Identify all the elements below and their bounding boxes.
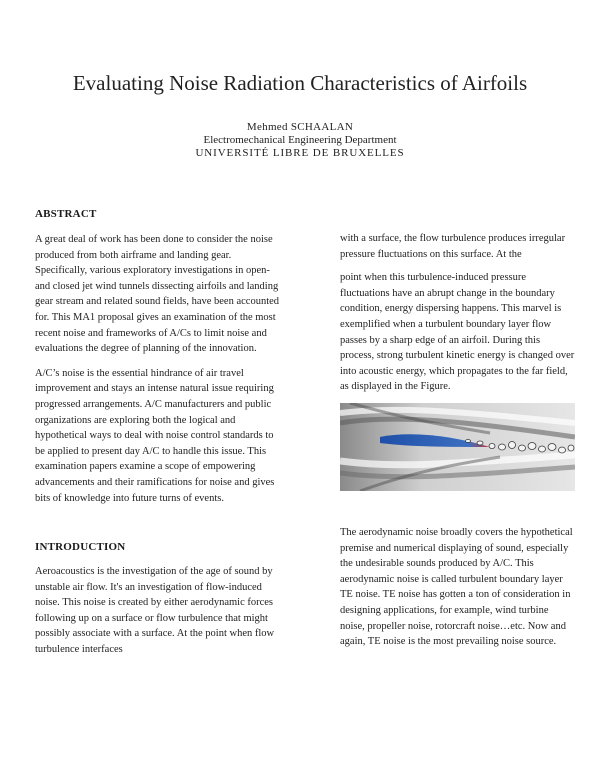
author-university: UNIVERSITÉ LIBRE DE BRUXELLES <box>195 147 405 159</box>
introduction-paragraph-1: Aeroacoustics is the investigation of the age of sound by unstable air flow. It's an investigation of flow-induced noise. This noise is created by either aerodynamic forces following up on a surface or flow turbulence that might possibly associate with a surface. At the point when flow turbulence interfaces <box>35 566 275 656</box>
right-paragraph-1: point when this turbulence-induced pressure fluctuations have an abrupt change in the boundary condition, energy dispersing happens. This marvel is exemplified when a turbulent boundary layer flow passes by a sharp edge of an airfoil. During this process, strong turbulent kinetic energy is changed over into acoustic energy, which propagates to the far field, as displayed in the Figure. <box>340 272 575 393</box>
paper-title: Evaluating Noise Radiation Characteristics of Airfoils <box>72 71 528 95</box>
abstract-paragraph-1: A great deal of work has been done to consider the noise produced from both airframe and landing gear. Specifically, various exploratory investigations in open-and closed jet wind tunnels dissecting airfoils and landing gear stream and related sound fields, have been accounted for. This MA1 proposal gives an examination of the most recent noise and frameworks of A/Cs to limit noise and evaluations the degree of planning of the innovation. <box>35 234 280 355</box>
abstract-heading: ABSTRACT <box>35 208 97 220</box>
introduction-heading: INTRODUCTION <box>35 541 126 554</box>
airfoil-flow-image <box>340 403 575 491</box>
author-name: Mehmed SCHAALAN <box>246 121 354 133</box>
left-column <box>35 207 285 658</box>
right-paragraph-2: The aerodynamic noise broadly covers the hypothetical premise and numerical displaying of sound, especially the undesirable sounds produced by A/C. This aerodynamic noise is called turbulent boundary layer TE noise. TE noise has gotten a ton of consideration in designing applications, for example, wind turbine noise, propeller noise, rotorcraft noise…etc. Now and again, TE noise is the most prevailing noise source. <box>340 526 573 648</box>
airfoil-flow-figure <box>340 403 575 491</box>
right-column <box>340 231 575 650</box>
continuation-text: with a surface, the flow turbulence produces irregular pressure fluctuations on this surface. At the <box>340 233 566 260</box>
abstract-paragraph-2: A/C’s noise is the essential hindrance of air travel improvement and stays an intense natural issue requiring progressed arrangements. A/C manufacturers and public organizations are exploring both the logical and hypothetical ways to deal with noise control standards to be applied to present day A/C to handle this issue. This examination papers examine a scope of empowering advancements and their ramifications for noise and gives bits of knowledge into future turns of events. <box>35 367 275 504</box>
author-department: Electromechanical Engineering Department <box>203 134 397 146</box>
